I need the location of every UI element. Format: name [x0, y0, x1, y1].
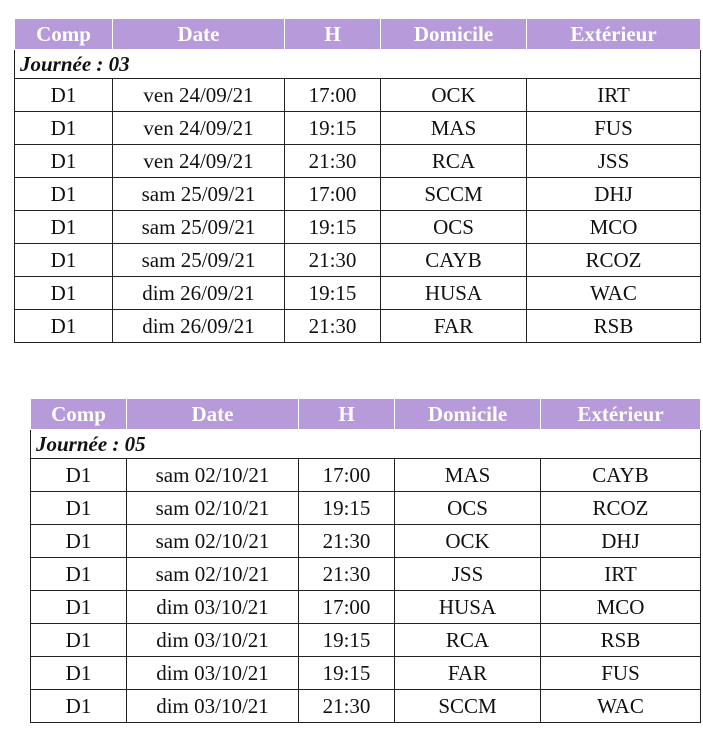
- cell-date: sam 02/10/21: [127, 558, 299, 591]
- cell-date: sam 02/10/21: [127, 525, 299, 558]
- cell-comp: D1: [15, 244, 113, 277]
- header-date: Date: [127, 399, 299, 430]
- cell-away: CAYB: [541, 459, 701, 492]
- cell-home: FAR: [381, 310, 527, 343]
- cell-away: DHJ: [541, 525, 701, 558]
- header-row: [15, 19, 701, 50]
- journee-row: [15, 50, 701, 79]
- header-hour: H: [285, 19, 381, 50]
- cell-hour: 21:30: [299, 558, 395, 591]
- table-row: [15, 211, 701, 244]
- cell-home: MAS: [395, 459, 541, 492]
- cell-comp: D1: [31, 492, 127, 525]
- table-row: [31, 558, 701, 591]
- cell-hour: 17:00: [299, 591, 395, 624]
- cell-home: OCK: [395, 525, 541, 558]
- table-row: [31, 525, 701, 558]
- cell-away: FUS: [541, 657, 701, 690]
- cell-hour: 21:30: [285, 310, 381, 343]
- header-home: Domicile: [395, 399, 541, 430]
- table-row: [15, 310, 701, 343]
- table-row: [31, 591, 701, 624]
- cell-away: IRT: [541, 558, 701, 591]
- cell-home: FAR: [395, 657, 541, 690]
- cell-away: RSB: [541, 624, 701, 657]
- header-comp: Comp: [31, 399, 127, 430]
- cell-date: dim 03/10/21: [127, 591, 299, 624]
- table-row: [31, 624, 701, 657]
- cell-date: dim 26/09/21: [113, 277, 285, 310]
- header-away: Extérieur: [527, 19, 701, 50]
- cell-home: HUSA: [381, 277, 527, 310]
- table-row: [31, 690, 701, 723]
- table-row: [15, 112, 701, 145]
- cell-away: JSS: [527, 145, 701, 178]
- cell-date: sam 02/10/21: [127, 492, 299, 525]
- cell-hour: 21:30: [299, 525, 395, 558]
- table-row: [15, 145, 701, 178]
- table-row: [31, 459, 701, 492]
- cell-home: JSS: [395, 558, 541, 591]
- cell-home: RCA: [381, 145, 527, 178]
- cell-away: WAC: [527, 277, 701, 310]
- cell-home: SCCM: [381, 178, 527, 211]
- cell-hour: 19:15: [299, 624, 395, 657]
- journee-label: Journée : 03: [15, 50, 701, 79]
- cell-comp: D1: [15, 277, 113, 310]
- cell-comp: D1: [15, 112, 113, 145]
- cell-comp: D1: [15, 79, 113, 112]
- cell-home: SCCM: [395, 690, 541, 723]
- schedule-table-journee-05: [30, 398, 701, 723]
- cell-away: WAC: [541, 690, 701, 723]
- header-row: [31, 399, 701, 430]
- cell-comp: D1: [15, 310, 113, 343]
- cell-comp: D1: [31, 591, 127, 624]
- cell-comp: D1: [15, 178, 113, 211]
- cell-comp: D1: [31, 657, 127, 690]
- table-row: [15, 79, 701, 112]
- cell-home: RCA: [395, 624, 541, 657]
- header-away: Extérieur: [541, 399, 701, 430]
- cell-home: OCS: [381, 211, 527, 244]
- table-row: [31, 657, 701, 690]
- cell-hour: 19:15: [285, 211, 381, 244]
- cell-away: RCOZ: [541, 492, 701, 525]
- header-hour: H: [299, 399, 395, 430]
- cell-home: CAYB: [381, 244, 527, 277]
- cell-date: sam 25/09/21: [113, 178, 285, 211]
- cell-away: MCO: [541, 591, 701, 624]
- journee-row: [31, 430, 701, 459]
- journee-label: Journée : 05: [31, 430, 701, 459]
- cell-date: ven 24/09/21: [113, 145, 285, 178]
- cell-away: RCOZ: [527, 244, 701, 277]
- cell-comp: D1: [31, 459, 127, 492]
- cell-hour: 19:15: [285, 112, 381, 145]
- cell-comp: D1: [31, 624, 127, 657]
- cell-away: RSB: [527, 310, 701, 343]
- cell-hour: 17:00: [285, 178, 381, 211]
- cell-date: sam 25/09/21: [113, 244, 285, 277]
- cell-comp: D1: [31, 558, 127, 591]
- table-row: [31, 492, 701, 525]
- cell-date: dim 03/10/21: [127, 624, 299, 657]
- table-row: [15, 277, 701, 310]
- table-row: [15, 178, 701, 211]
- cell-date: sam 02/10/21: [127, 459, 299, 492]
- cell-date: dim 26/09/21: [113, 310, 285, 343]
- cell-hour: 19:15: [299, 492, 395, 525]
- header-comp: Comp: [15, 19, 113, 50]
- cell-comp: D1: [31, 525, 127, 558]
- cell-comp: D1: [15, 145, 113, 178]
- cell-hour: 19:15: [299, 657, 395, 690]
- cell-away: DHJ: [527, 178, 701, 211]
- cell-date: ven 24/09/21: [113, 112, 285, 145]
- cell-hour: 21:30: [285, 244, 381, 277]
- cell-hour: 19:15: [285, 277, 381, 310]
- cell-away: IRT: [527, 79, 701, 112]
- table-row: [15, 244, 701, 277]
- cell-hour: 17:00: [285, 79, 381, 112]
- cell-date: sam 25/09/21: [113, 211, 285, 244]
- cell-home: MAS: [381, 112, 527, 145]
- header-date: Date: [113, 19, 285, 50]
- cell-hour: 17:00: [299, 459, 395, 492]
- cell-away: FUS: [527, 112, 701, 145]
- cell-away: MCO: [527, 211, 701, 244]
- cell-date: ven 24/09/21: [113, 79, 285, 112]
- cell-comp: D1: [31, 690, 127, 723]
- cell-home: OCK: [381, 79, 527, 112]
- cell-hour: 21:30: [299, 690, 395, 723]
- schedule-table-journee-03: [14, 18, 701, 343]
- header-home: Domicile: [381, 19, 527, 50]
- cell-home: OCS: [395, 492, 541, 525]
- cell-hour: 21:30: [285, 145, 381, 178]
- cell-date: dim 03/10/21: [127, 690, 299, 723]
- cell-date: dim 03/10/21: [127, 657, 299, 690]
- cell-comp: D1: [15, 211, 113, 244]
- cell-home: HUSA: [395, 591, 541, 624]
